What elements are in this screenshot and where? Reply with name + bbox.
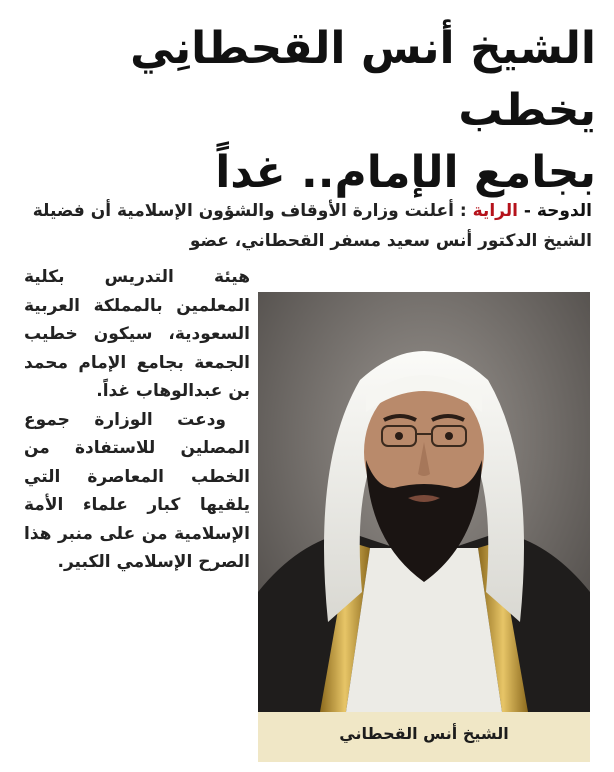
article-headline bbox=[10, 18, 596, 204]
column-paragraph: هيئة التدريس بكلية المعلمين بالمملكة العربية السعودية، سيكون خطيب الجمعة بجامع الإمام محمد بن عبدالوهاب غداً. bbox=[24, 267, 250, 401]
portrait-photo bbox=[258, 292, 590, 712]
lead-text: أعلنت وزارة الأوقاف والشؤون الإسلامية أن فضيلة الشيخ الدكتور أنس سعيد مسفر القحطاني، عضو bbox=[32, 201, 592, 251]
lead-paragraph bbox=[22, 196, 592, 256]
dateline-newspaper: الراية bbox=[472, 201, 518, 221]
portrait-illustration bbox=[258, 292, 590, 712]
headline-line-2: بجامع الإمام.. غداً bbox=[215, 147, 596, 198]
photo-caption-box bbox=[258, 712, 590, 762]
dateline-city: الدوحة - bbox=[517, 201, 592, 221]
article-column bbox=[24, 263, 250, 577]
column-paragraph: ودعت الوزارة جموع المصلين للاستفادة من الخطب المعاصرة التي يلقيها كبار علماء الأمة الإسلامية من على منبر هذا الصرح الإسلامي الكبير. bbox=[24, 409, 250, 572]
dateline-separator: : bbox=[453, 201, 473, 221]
photo-caption: الشيخ أنس القحطاني bbox=[339, 724, 509, 743]
headline-line-1: الشيخ أنس القحطانِي يخطب bbox=[130, 23, 596, 136]
